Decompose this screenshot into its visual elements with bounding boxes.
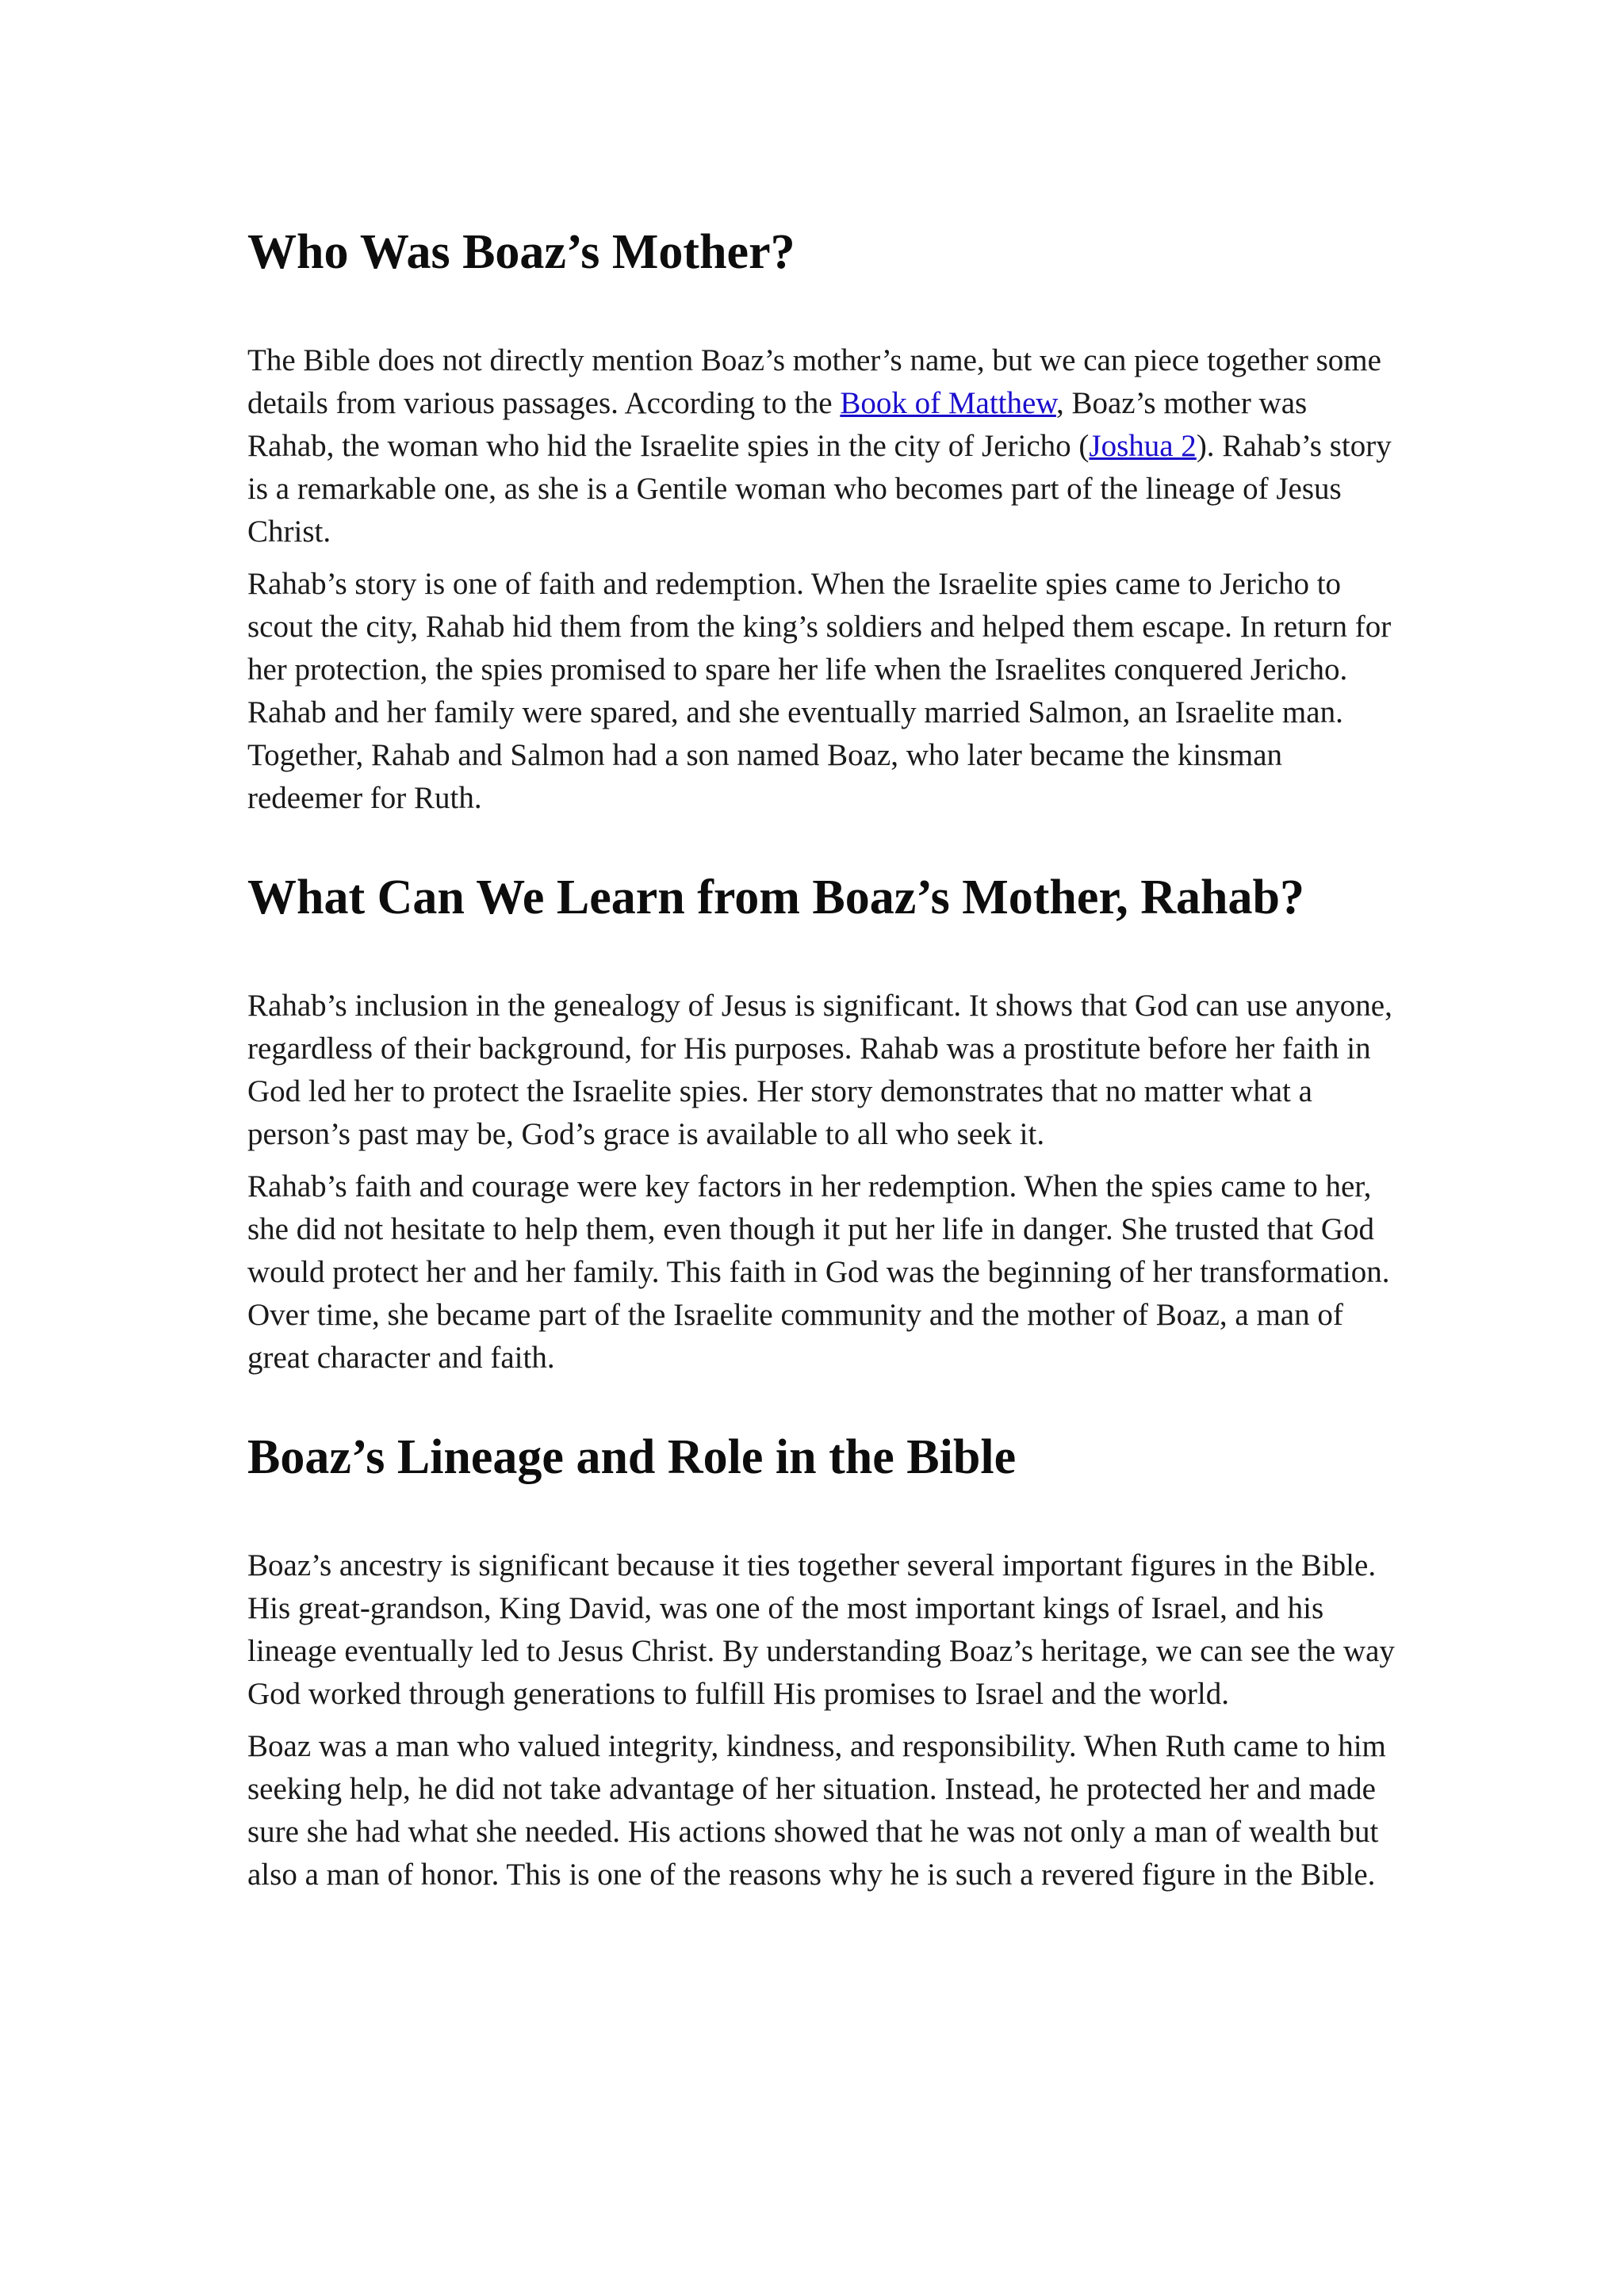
paragraph: Rahab’s story is one of faith and redemption. When the Israelite spies came to Jericho to scout the city, Rahab hid them from the king’s soldiers and helped them escape. In return for her protection, the spies promised to spare her life when the Israelites conquered Jericho. Rahab and her family were spared, and she eventually married Salmon, an Israelite man. Together, Rahab and Salmon had a son named Boaz, who later became the kinsman redeemer for Ruth. [247, 567, 1392, 815]
joshua-2-link[interactable]: Joshua 2 [1089, 429, 1197, 463]
book-of-matthew-link[interactable]: Book of Matthew [840, 386, 1056, 420]
section-boaz-mother [247, 222, 1397, 820]
section-boaz-lineage [247, 1427, 1397, 1896]
paragraph: Boaz’s ancestry is significant because it ties together several important figures in the Bible. His great-grandson, King David, was one of the most important kings of Israel, and his lineage eventually led to Jesus Christ. By understanding Boaz’s heritage, we can see the way God worked through generations to fulfill His promises to Israel and the world. [247, 1548, 1395, 1711]
paragraph [247, 339, 1397, 553]
section-heading: What Can We Learn from Boaz’s Mother, Rahab? [247, 871, 1304, 924]
section-heading: Who Was Boaz’s Mother? [247, 225, 795, 279]
paragraph: Boaz was a man who valued integrity, kindness, and responsibility. When Ruth came to him seeking help, he did not take advantage of her situation. Instead, he protected her and made sure she had what she needed. His actions showed that he was not only a man of wealth but also a man of honor. This is one of the reasons why he is such a revered figure in the Bible. [247, 1729, 1386, 1892]
paragraph-text: ). Rahab’s story is a remarkable one, as she is a Gentile woman who becomes part of the lineage of Jesus Christ. [247, 429, 1392, 549]
paragraph: Rahab’s inclusion in the genealogy of Jesus is significant. It shows that God can use anyone, regardless of their background, for His purposes. Rahab was a prostitute before her faith in God led her to protect the Israelite spies. Her story demonstrates that no matter what a person’s past may be, God’s grace is available to all who seek it. [247, 989, 1392, 1151]
section-learn-from-rahab [247, 867, 1397, 1380]
paragraph: Rahab’s faith and courage were key factors in her redemption. When the spies came to her, she did not hesitate to help them, even though it put her life in danger. She trusted that God would protect her and her family. This faith in God was the beginning of her transformation. Over time, she became part of the Israelite community and the mother of Boaz, a man of great character and faith. [247, 1169, 1390, 1375]
paragraph-text: , Boaz’s mother was Rahab, the woman who hid the Israelite spies in the city of Jericho ( [247, 386, 1308, 463]
paragraph-text: The Bible does not directly mention Boaz’s mother’s name, but we can piece together some details from various passages. According to the [247, 343, 1381, 420]
section-heading: Boaz’s Lineage and Role in the Bible [247, 1430, 1017, 1484]
document-page [247, 222, 1397, 1906]
